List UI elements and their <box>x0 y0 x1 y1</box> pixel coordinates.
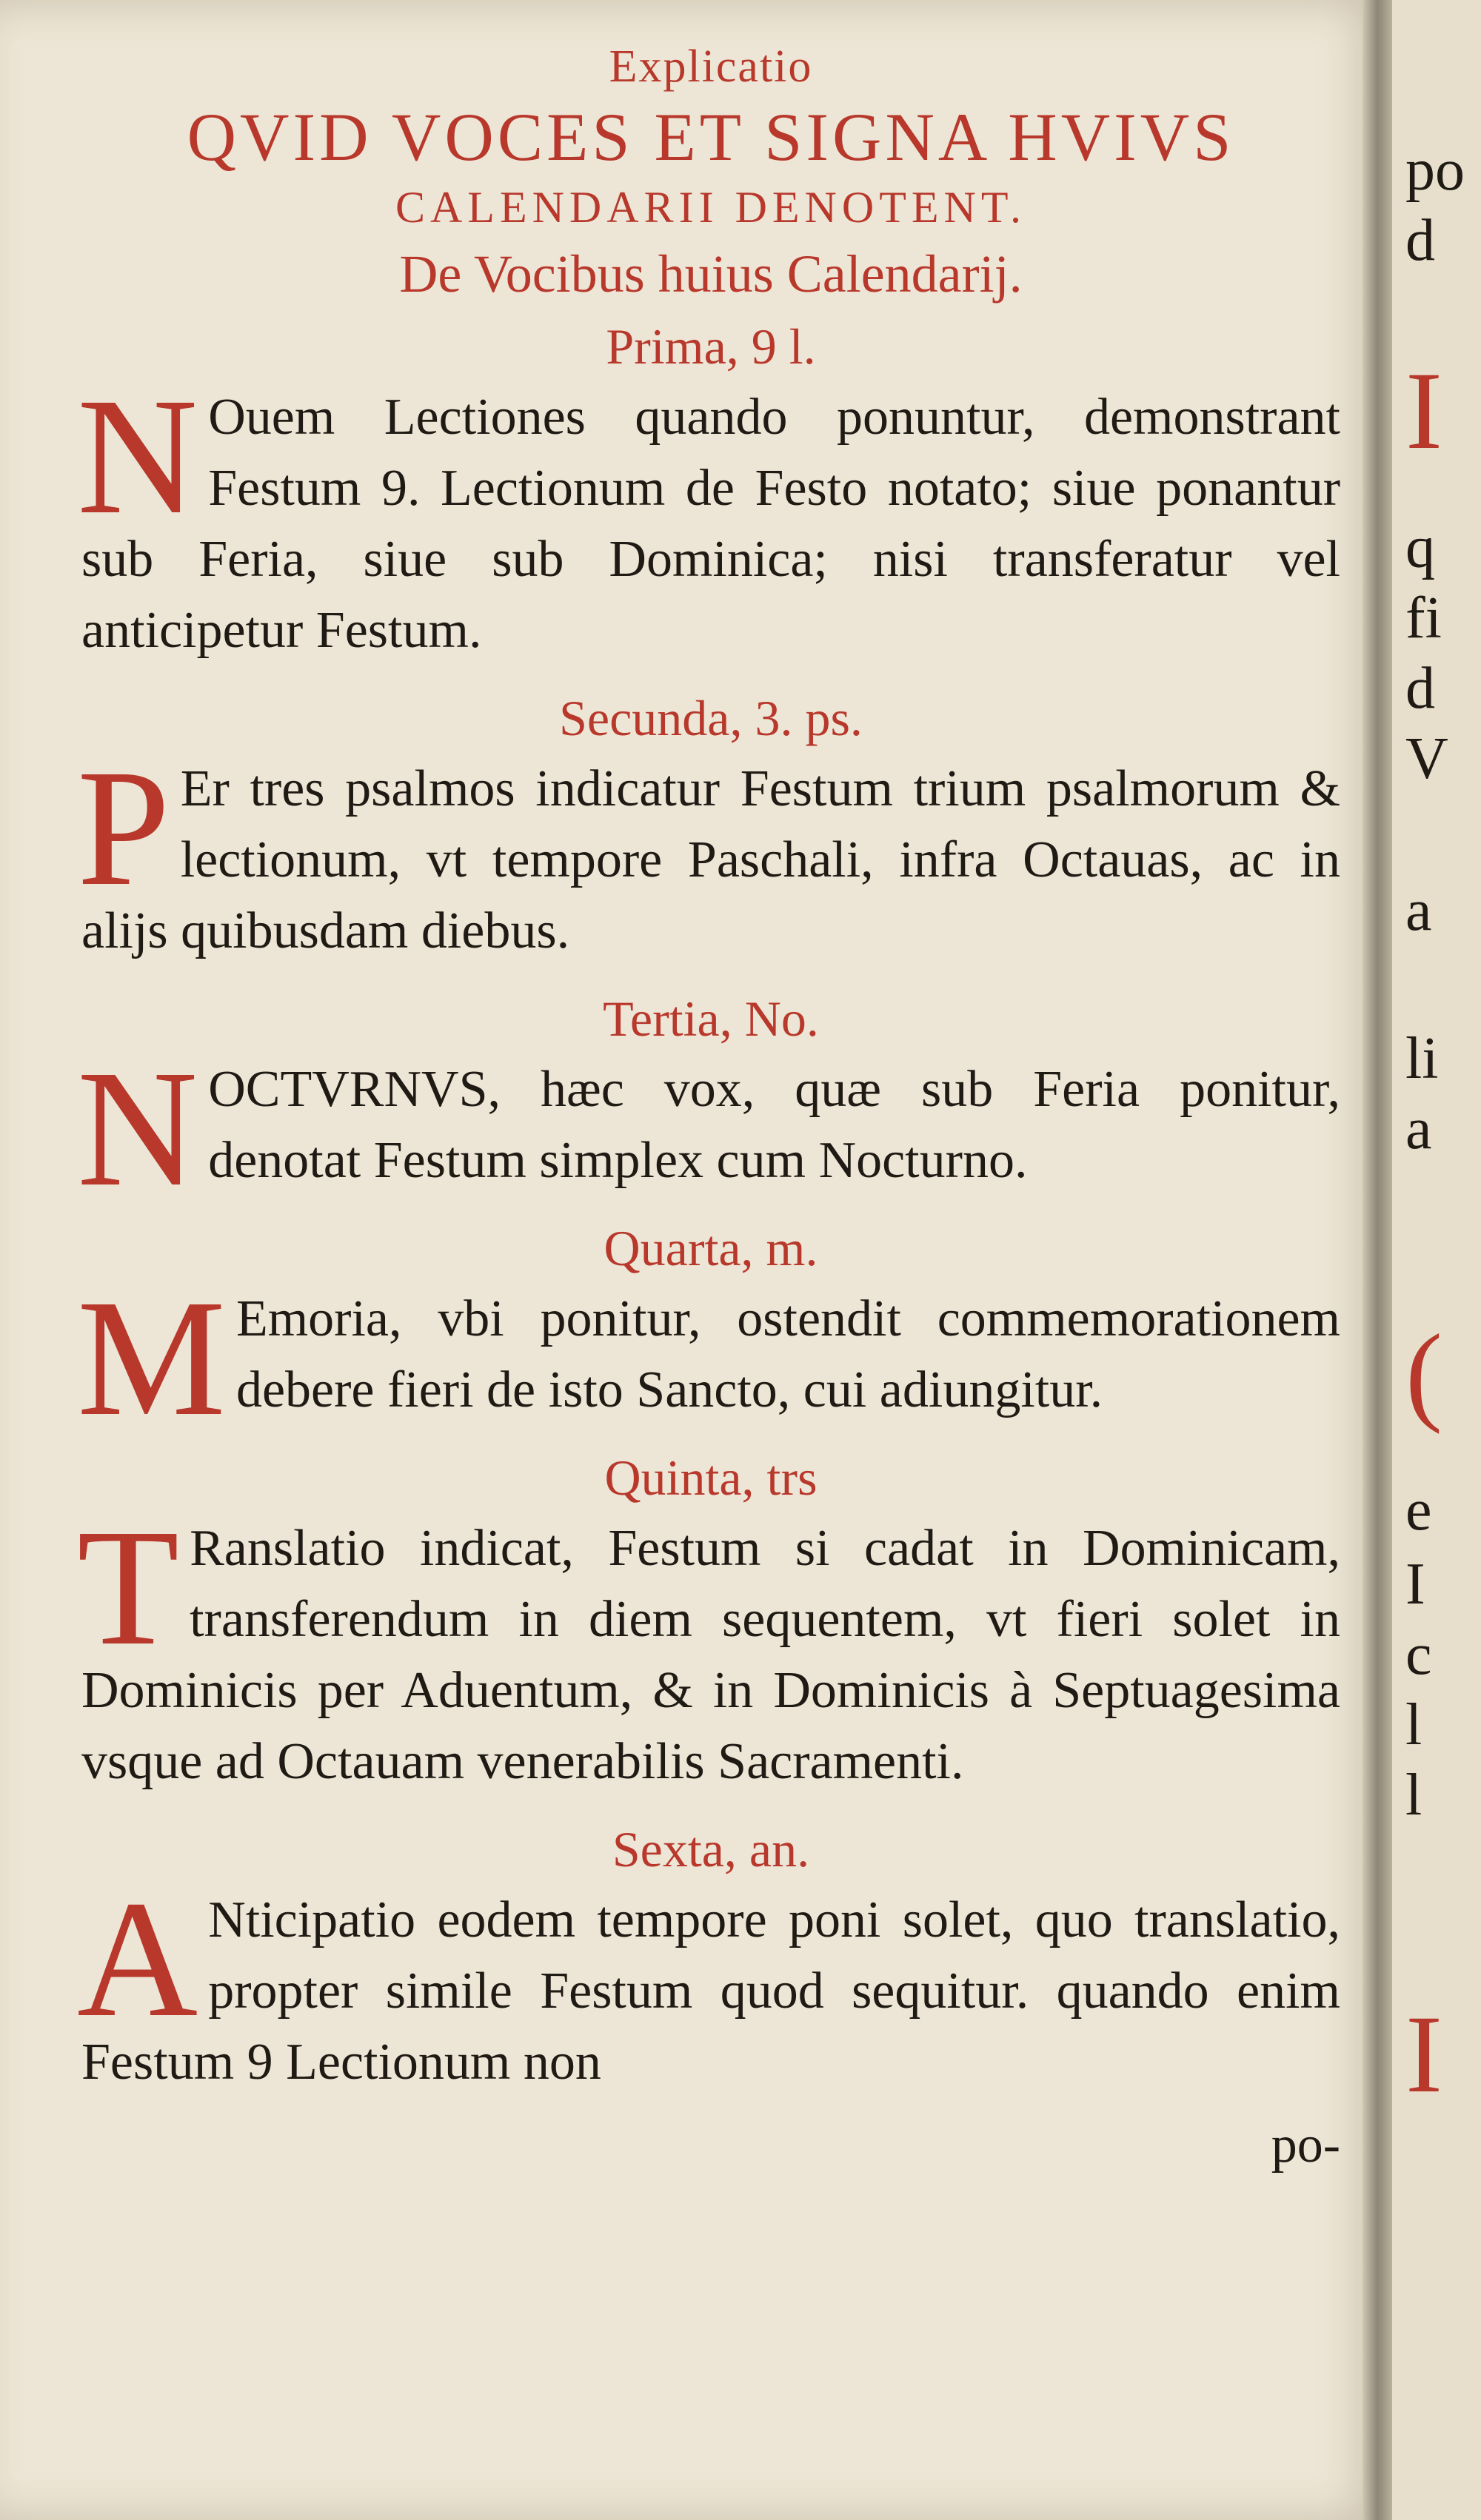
catchword: po- <box>1271 2117 1340 2174</box>
facing-fragment: q <box>1405 515 1435 580</box>
running-head: Explicatio <box>609 41 813 92</box>
paragraph-prima <box>77 363 1340 666</box>
page-content <box>77 37 1340 2181</box>
section-heading-tertia: Tertia, No. <box>603 991 819 1047</box>
drop-initial: N <box>77 363 198 549</box>
paragraph-text: Ouem Lectiones quando ponuntur, demonstrant Festum 9. Lectionum de Festo notato; siue ponantur sub Feria, siue sub Dominica; nisi transferatur vel anticipetur Festum. <box>81 389 1340 659</box>
drop-initial: M <box>77 1265 226 1450</box>
facing-fragment: ( <box>1405 1312 1442 1435</box>
facing-fragment: V <box>1405 726 1448 791</box>
facing-fragment: l <box>1405 1763 1423 1828</box>
facing-page-edge <box>1392 0 1481 2520</box>
paragraph-text: OCTVRNVS, hæc vox, quæ sub Feria ponitur, denotat Festum simplex cum Nocturno. <box>208 1061 1340 1189</box>
paragraph-quarta <box>77 1265 1340 1450</box>
facing-fragment: e <box>1405 1478 1432 1543</box>
drop-initial: T <box>77 1495 180 1680</box>
facing-fragment: po <box>1405 138 1465 203</box>
page-subtitle: De Vocibus huius Calendarij. <box>399 244 1023 304</box>
paragraph-text: Emoria, vbi ponitur, ostendit commemorationem debere fieri de isto Sancto, cui adiungitur. <box>235 1290 1340 1418</box>
drop-initial: N <box>77 1036 198 1221</box>
section-heading-quinta: Quinta, trs <box>604 1450 818 1506</box>
facing-fragment: d <box>1405 656 1435 721</box>
facing-fragment: fi <box>1405 586 1442 651</box>
section-heading-quarta: Quarta, m. <box>604 1220 818 1276</box>
page-title-line-2: CALENDARII DENOTENT. <box>395 183 1027 232</box>
paragraph-text: Nticipatio eodem tempore poni solet, quo translatio, propter simile Festum quod sequitur. quando enim Festum 9 Lectionum non <box>81 1891 1340 2091</box>
facing-fragment: I <box>1405 1552 1425 1617</box>
facing-fragment: c <box>1405 1622 1432 1687</box>
drop-initial: A <box>77 1866 198 2051</box>
facing-fragment: I <box>1405 349 1442 472</box>
section-heading-sexta: Sexta, an. <box>612 1821 810 1877</box>
facing-fragment: a <box>1405 878 1432 943</box>
paragraph-sexta <box>77 1866 1340 2098</box>
section-heading-prima: Prima, 9 l. <box>606 318 816 375</box>
paragraph-secunda <box>77 735 1340 967</box>
paragraph-text: Er tres psalmos indicatur Festum trium psalmorum & lectionum, vt tempore Paschali, infra Octauas, ac in alijs quibusdam diebus. <box>81 760 1340 959</box>
facing-fragment: a <box>1405 1096 1432 1162</box>
page-title-line-1: QVID VOCES ET SIGNA HVIVS <box>187 99 1235 175</box>
section-heading-secunda: Secunda, 3. ps. <box>559 690 863 746</box>
facing-fragment: li <box>1405 1026 1439 1091</box>
paragraph-quinta <box>77 1495 1340 1797</box>
book-gutter <box>1363 0 1392 2520</box>
drop-initial: P <box>77 735 170 920</box>
facing-fragment: d <box>1405 208 1435 273</box>
paragraph-tertia <box>77 1036 1340 1221</box>
facing-fragment: I <box>1405 1993 1442 2116</box>
paragraph-text: Ranslatio indicat, Festum si cadat in Dominicam, transferendum in diem sequentem, vt fieri solet in Dominicis per Aduentum, & in Dominicis à Septuagesima vsque ad Octauam venerabilis Sacramenti. <box>81 1520 1340 1790</box>
facing-fragment: l <box>1405 1692 1423 1757</box>
